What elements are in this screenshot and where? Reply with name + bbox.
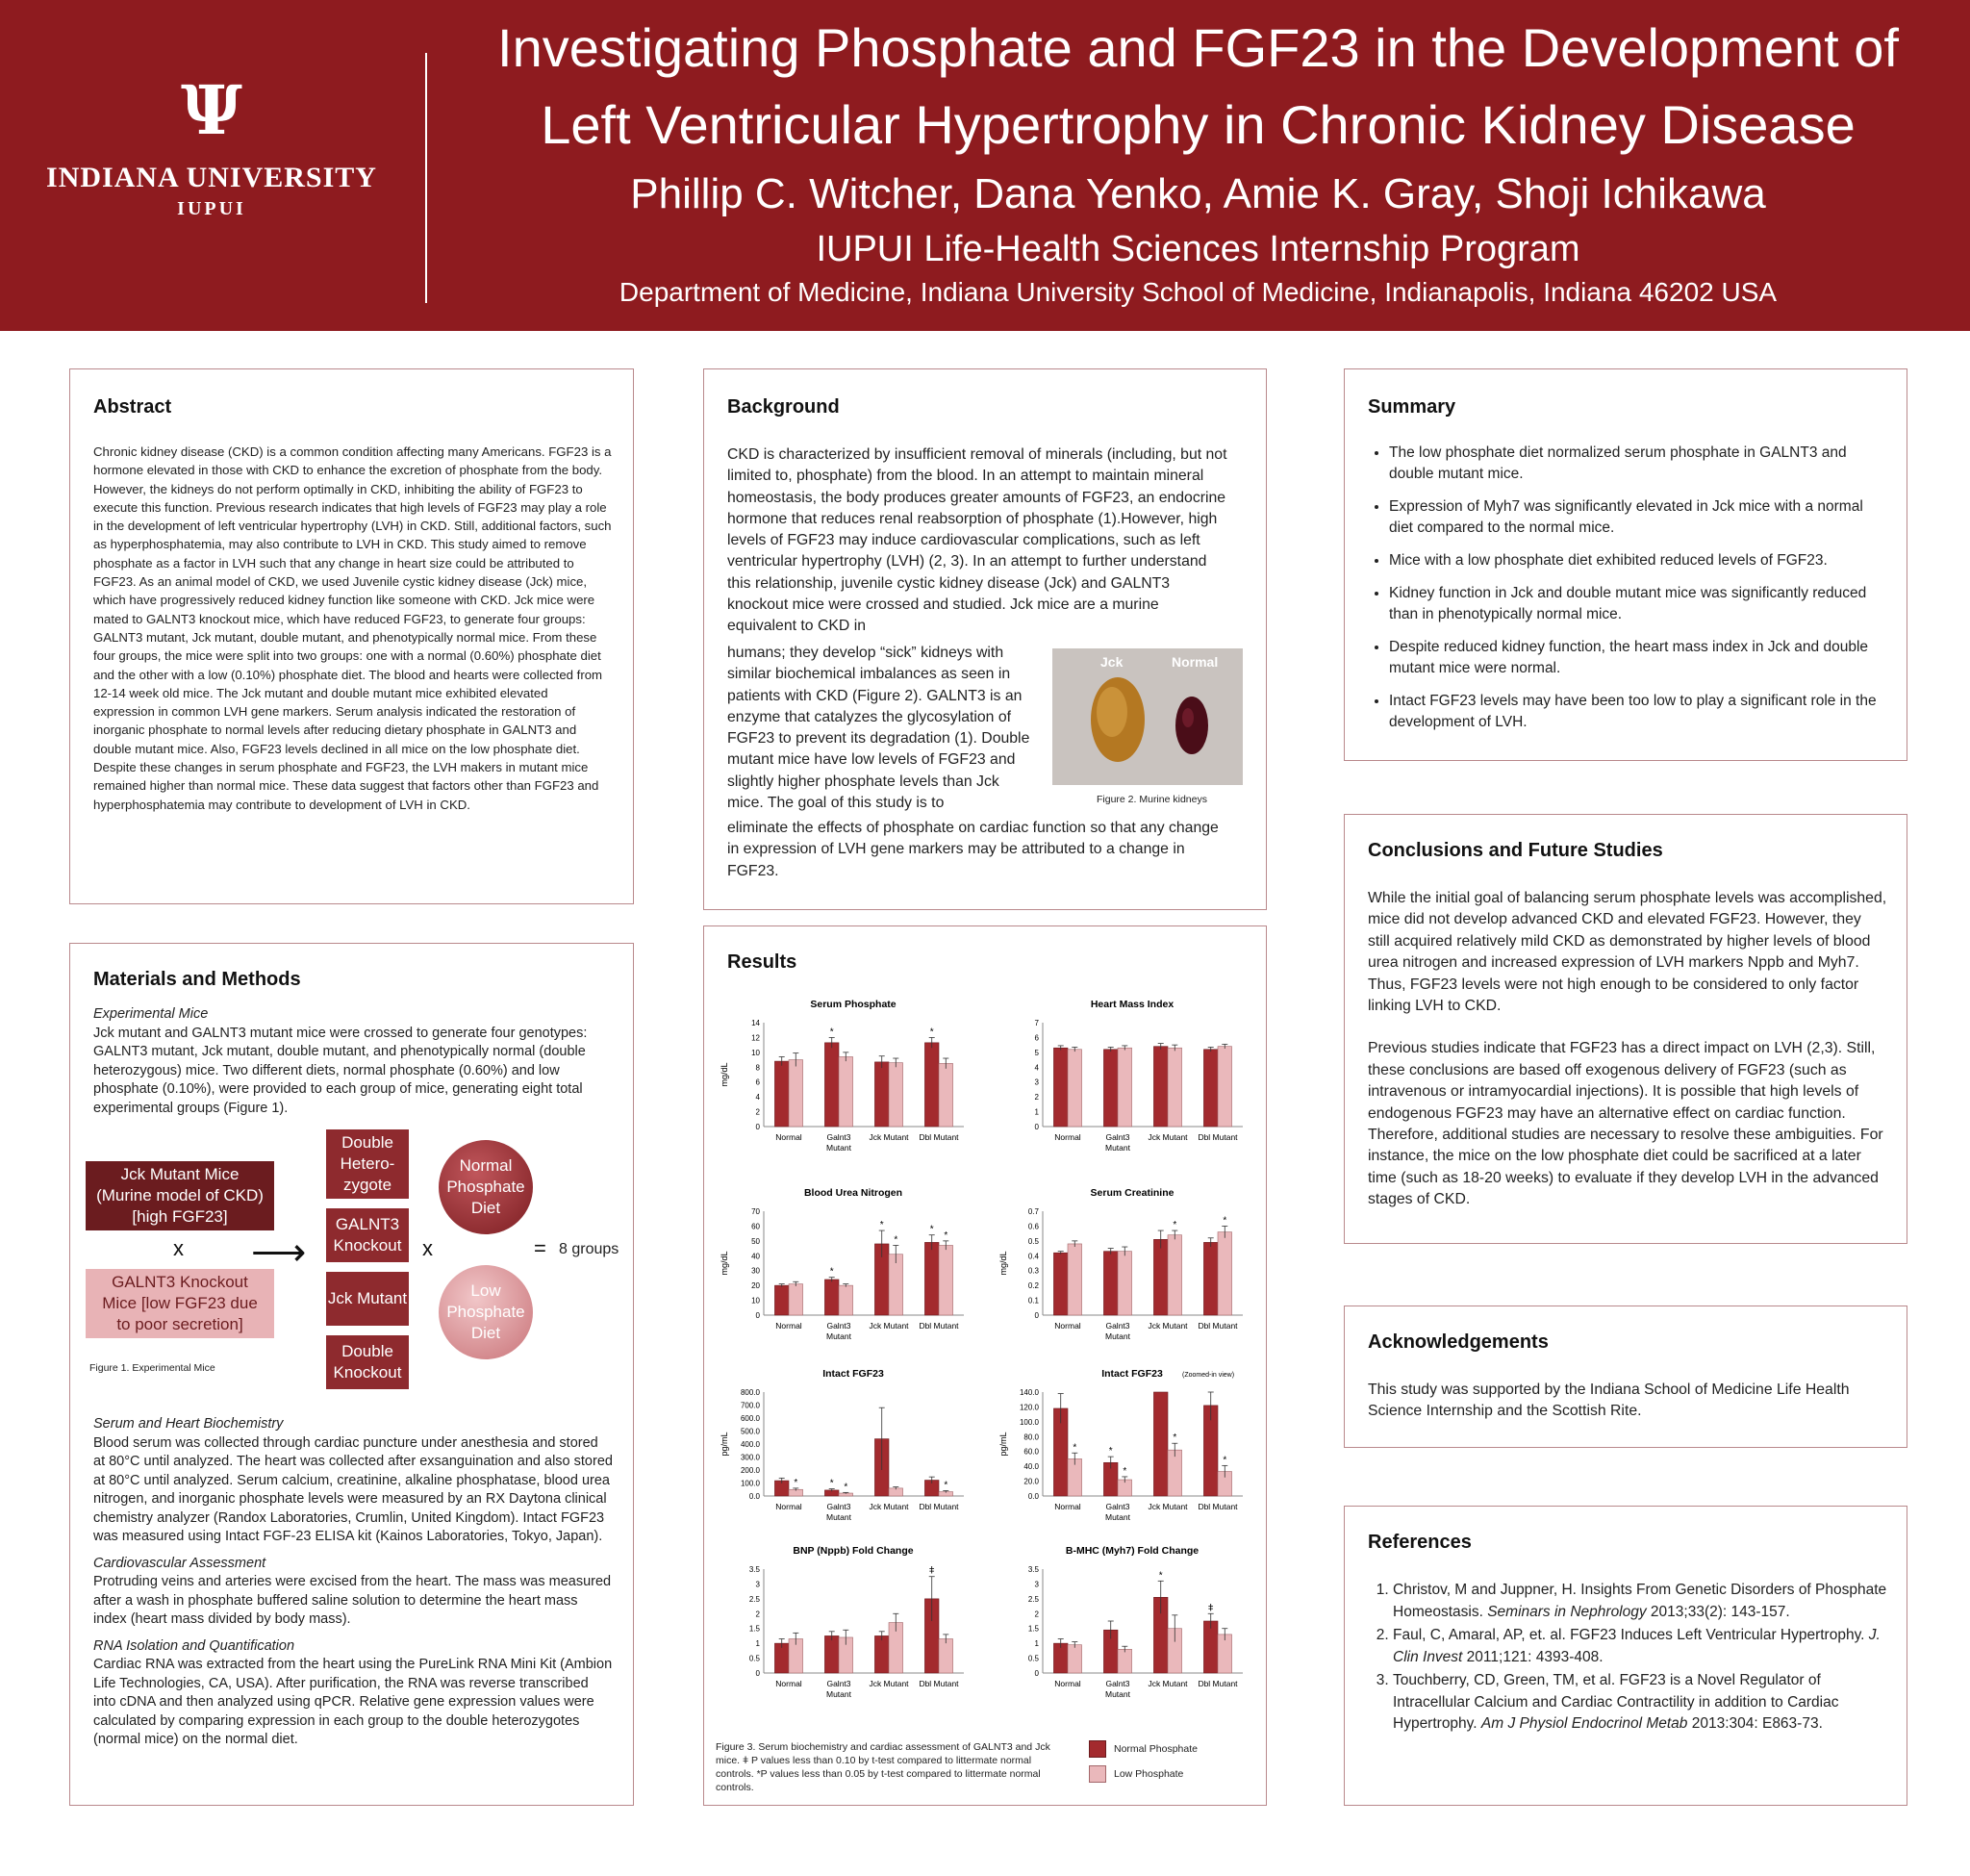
x-tick-label: Galnt3 <box>826 1502 851 1511</box>
methods-section2 <box>93 1415 613 1750</box>
y-tick-label: 300.0 <box>740 1453 760 1462</box>
chart-title: Intact FGF23 <box>1101 1368 1163 1380</box>
y-tick-label: 1.5 <box>748 1624 760 1634</box>
significance-mark: * <box>1158 1570 1163 1582</box>
methods-heading-serum: Serum and Heart Biochemistry <box>93 1416 284 1432</box>
y-tick-label: 2.5 <box>1027 1594 1039 1604</box>
methods-heading-rna: RNA Isolation and Quantification <box>93 1637 295 1654</box>
significance-mark: * <box>879 1220 884 1231</box>
y-tick-label: 100.0 <box>740 1479 760 1488</box>
y-tick-label: 60 <box>751 1222 760 1231</box>
x-tick-label: Normal <box>775 1679 802 1688</box>
x-tick-label: Dbl Mutant <box>919 1502 959 1511</box>
significance-mark: * <box>1223 1455 1227 1466</box>
y-tick-label: 12 <box>751 1033 760 1043</box>
y-axis-label: mg/dL <box>720 1251 729 1276</box>
y-tick-label: 2 <box>1034 1610 1039 1619</box>
y-axis-label: pg/mL <box>998 1432 1008 1457</box>
y-tick-label: 0 <box>1034 1123 1039 1131</box>
significance-mark: * <box>829 1478 834 1489</box>
bar-low-phosphate <box>1118 1048 1132 1127</box>
conclusions-panel <box>1344 814 1907 1244</box>
conclusions-text <box>1368 888 1887 1211</box>
significance-mark: * <box>1108 1446 1113 1458</box>
eight-groups-label: 8 groups <box>559 1241 619 1257</box>
bar-low-phosphate <box>889 1063 903 1127</box>
legend <box>1089 1740 1198 1783</box>
x-tick-label: Mutant <box>1105 1331 1130 1341</box>
results-panel <box>703 925 1267 1806</box>
methods-text-cardio: Protruding veins and arteries were excised from the heart. The mass was measured after a wash in phosphate buffered saline solution to determine the heart mass index (heart mass divided by body mass). <box>93 1574 612 1627</box>
x-tick-label: Dbl Mutant <box>1198 1321 1238 1331</box>
x-tick-label: Mutant <box>1105 1689 1130 1699</box>
y-tick-label: 0 <box>755 1123 760 1131</box>
y-tick-label: 0 <box>1034 1311 1039 1320</box>
chart-title: B-MHC (Myh7) Fold Change <box>1065 1545 1200 1557</box>
y-tick-label: 30 <box>751 1266 760 1276</box>
methods-text-rna: Cardiac RNA was extracted from the heart using the PureLink RNA Mini Kit (Ambion Life Technologies, CA, USA). After purification, the RNA was reverse transcribed into cDNA and then analyzed using qPCR. Relative gene expression values were calculated by comparing expression in each group to the double heterozygotes (normal mice) on the normal diet. <box>93 1657 613 1747</box>
abstract-title: Abstract <box>93 396 172 418</box>
significance-mark: * <box>1123 1465 1127 1477</box>
bar-low-phosphate <box>1068 1050 1082 1127</box>
x-tick-label: Normal <box>1054 1502 1081 1511</box>
bar-low-phosphate <box>1168 1235 1182 1315</box>
y-tick-label: 0 <box>755 1669 760 1678</box>
chart-title: Blood Urea Nitrogen <box>803 1187 903 1199</box>
bar-normal-phosphate <box>824 1635 839 1673</box>
background-text-bottom: eliminate the effects of phosphate on cardiac function so that any change in expression of LVH gene markers may be attributed to a change in FGF23. <box>727 820 1219 879</box>
significance-mark: * <box>1173 1432 1177 1444</box>
logo-campus: IUPUI <box>177 198 246 219</box>
x-tick-label: Normal <box>775 1132 802 1142</box>
methods-text-mice: Jck mutant and GALNT3 mutant mice were crossed to generate four genotypes: GALNT3 mutant, Jck mutant, double mutant, and phenotypically normal (double heterozygous) mice. Two different diets, normal phosphate (0.60%) and low phosphate (0.10%), were provided to each group of mice, generating eight total experimental groups (Figure 1). <box>93 1025 588 1116</box>
bar-low-phosphate <box>789 1284 803 1315</box>
x-tick-label: Galnt3 <box>826 1679 851 1688</box>
significance-mark: * <box>944 1230 948 1241</box>
y-axis-label: pg/mL <box>720 1432 729 1457</box>
y-tick-label: 800.0 <box>740 1388 760 1397</box>
summary-item: • Despite reduced kidney function, the heart mass index in Jck and double mutant mice were normal. <box>1389 637 1887 679</box>
y-tick-label: 80.0 <box>1023 1432 1039 1442</box>
methods-heading-cardio: Cardiovascular Assessment <box>93 1555 266 1571</box>
x-tick-label: Galnt3 <box>1105 1679 1130 1688</box>
chart-title: Serum Phosphate <box>810 999 897 1010</box>
legend-label-normal: Normal Phosphate <box>1114 1743 1198 1755</box>
x-tick-label: Galnt3 <box>826 1321 851 1331</box>
bar-low-phosphate <box>889 1255 903 1315</box>
methods-heading-mice: Experimental Mice <box>93 1006 209 1022</box>
summary-item: • Kidney function in Jck and double mutant mice was significantly reduced than in phenotypically normal mice. <box>1389 583 1887 625</box>
y-tick-label: 120.0 <box>1019 1403 1039 1412</box>
x-tick-label: Mutant <box>826 1689 851 1699</box>
bar-normal-phosphate <box>1053 1048 1068 1127</box>
y-tick-label: 3 <box>1034 1580 1039 1589</box>
y-tick-label: 0.0 <box>1027 1492 1039 1501</box>
summary-item: • Expression of Myh7 was significantly elevated in Jck mice with a normal diet compared to the normal mice. <box>1389 496 1887 539</box>
x-tick-label: Normal <box>1054 1132 1081 1142</box>
y-tick-label: 700.0 <box>740 1401 760 1410</box>
bar-normal-phosphate <box>824 1043 839 1127</box>
bar-low-phosphate <box>1168 1450 1182 1496</box>
x-tick-label: Jck Mutant <box>869 1679 909 1688</box>
acknowledgements-title: Acknowledgements <box>1368 1331 1549 1353</box>
y-axis-label: mg/dL <box>720 1062 729 1087</box>
bar-normal-phosphate <box>1203 1050 1218 1127</box>
y-tick-label: 70 <box>751 1207 760 1216</box>
x-tick-label: Galnt3 <box>1105 1321 1130 1331</box>
header-divider <box>425 53 427 303</box>
y-tick-label: 500.0 <box>740 1427 760 1436</box>
summary-item: • The low phosphate diet normalized serum phosphate in GALNT3 and double mutant mice. <box>1389 443 1887 485</box>
y-tick-label: 0.1 <box>1027 1296 1039 1306</box>
x-tick-label: Mutant <box>826 1331 851 1341</box>
bar-low-phosphate <box>939 1639 953 1673</box>
bar-normal-phosphate <box>774 1285 789 1315</box>
y-tick-label: 0 <box>755 1311 760 1320</box>
y-tick-label: 200.0 <box>740 1466 760 1475</box>
galnt3-knockout-box: GALNT3 Knockout Mice [low FGF23 due to poor secretion] <box>86 1269 274 1338</box>
background-title: Background <box>727 396 840 418</box>
chart-title: Heart Mass Index <box>1090 999 1174 1010</box>
trident-icon: Ψ <box>181 70 242 150</box>
bar-low-phosphate <box>1218 1232 1232 1315</box>
acknowledgements-text: This study was supported by the Indiana School of Medicine Life Health Science Internship and the Scottish Rite. <box>1368 1382 1850 1420</box>
bar-normal-phosphate <box>1153 1239 1168 1315</box>
chart-subtitle: (Zoomed-in view) <box>1182 1372 1235 1379</box>
significance-mark: * <box>894 1234 898 1246</box>
bar-normal-phosphate <box>774 1061 789 1127</box>
abstract-panel <box>69 368 634 904</box>
bar-normal-phosphate <box>1103 1050 1118 1127</box>
group-galnt3-knockout: GALNT3 Knockout <box>326 1208 409 1262</box>
y-tick-label: 8 <box>755 1063 760 1073</box>
y-tick-label: 20.0 <box>1023 1477 1039 1486</box>
bar-low-phosphate <box>839 1285 853 1315</box>
y-tick-label: 3 <box>1034 1077 1039 1087</box>
kidney-label-jck: Jck <box>1100 654 1124 670</box>
x-tick-label: Dbl Mutant <box>919 1132 959 1142</box>
x-tick-label: Mutant <box>826 1512 851 1522</box>
methods-title: Materials and Methods <box>93 969 301 990</box>
program: IUPUI Life-Health Sciences Internship Program <box>816 229 1580 269</box>
y-tick-label: 2 <box>755 1610 760 1619</box>
y-tick-label: 2 <box>1034 1093 1039 1103</box>
bar-normal-phosphate <box>1153 1392 1168 1496</box>
acknowledgements-panel <box>1344 1306 1907 1448</box>
normal-diet-circle: Normal Phosphate Diet <box>439 1140 533 1234</box>
y-tick-label: 20 <box>751 1281 760 1291</box>
bar-normal-phosphate <box>924 1043 939 1127</box>
bar-low-phosphate <box>839 1056 853 1127</box>
bar-low-phosphate <box>1118 1252 1132 1315</box>
bar-low-phosphate <box>1168 1048 1182 1127</box>
x-tick-label: Normal <box>775 1321 802 1331</box>
x-tick-label: Galnt3 <box>1105 1132 1130 1142</box>
authors: Phillip C. Witcher, Dana Yenko, Amie K. Gray, Shoji Ichikawa <box>630 170 1766 217</box>
bar-normal-phosphate <box>874 1635 889 1673</box>
significance-mark: * <box>1223 1215 1227 1227</box>
summary-item: • Mice with a low phosphate diet exhibited reduced levels of FGF23. <box>1389 550 1887 571</box>
significance-mark: * <box>1173 1220 1177 1231</box>
x-tick-label: Mutant <box>1105 1143 1130 1153</box>
significance-mark: * <box>829 1027 834 1038</box>
y-tick-label: 2 <box>755 1107 760 1117</box>
y-tick-label: 40.0 <box>1023 1462 1039 1472</box>
y-tick-label: 400.0 <box>740 1440 760 1449</box>
bar-normal-phosphate <box>924 1242 939 1315</box>
bar-normal-phosphate <box>1053 1253 1068 1315</box>
references-panel <box>1344 1506 1907 1806</box>
y-tick-label: 50 <box>751 1236 760 1246</box>
equals-symbol: = <box>534 1236 546 1260</box>
significance-mark: * <box>1073 1442 1077 1454</box>
y-tick-label: 600.0 <box>740 1414 760 1423</box>
bar-low-phosphate <box>939 1063 953 1127</box>
background-text-left: humans; they develop “sick” kidneys with similar biochemical imbalances as seen in patients with CKD (Figure 2). GALNT3 is an enzyme that catalyzes the glycosylation of FGF23 to prevent its degradation (1). Double mutant mice have low levels of FGF23 and slightly higher phosphate levels than Jck mice. The goal of this study is to <box>727 645 1030 812</box>
logo-university: INDIANA UNIVERSITY <box>46 162 377 193</box>
significance-mark: ǂ <box>928 1565 935 1577</box>
y-tick-label: 10 <box>751 1296 760 1306</box>
results-charts <box>704 994 1266 1802</box>
kidney-label-normal: Normal <box>1172 654 1219 670</box>
cross-symbol-2: x <box>422 1236 433 1260</box>
x-tick-label: Jck Mutant <box>869 1132 909 1142</box>
y-tick-label: 60.0 <box>1023 1447 1039 1457</box>
group-jck-mutant: Jck Mutant <box>326 1272 409 1326</box>
poster-title-line2: Left Ventricular Hypertrophy in Chronic Kidney Disease <box>541 94 1856 155</box>
x-tick-label: Jck Mutant <box>869 1502 909 1511</box>
x-tick-label: Jck Mutant <box>1148 1502 1188 1511</box>
bar-normal-phosphate <box>824 1280 839 1315</box>
references-list <box>1368 1580 1887 1737</box>
y-tick-label: 100.0 <box>1019 1417 1039 1427</box>
y-tick-label: 0 <box>1034 1669 1039 1678</box>
bar-normal-phosphate <box>874 1062 889 1127</box>
x-tick-label: Mutant <box>1105 1512 1130 1522</box>
chart-title: Serum Creatinine <box>1090 1187 1174 1199</box>
y-tick-label: 0.0 <box>748 1492 760 1501</box>
jck-mutant-box: Jck Mutant Mice (Murine model of CKD) [high FGF23] <box>86 1161 274 1230</box>
x-tick-label: Jck Mutant <box>1148 1321 1188 1331</box>
reference-item: 2. Faul, C, Amaral, AP, et. al. FGF23 Induces Left Ventricular Hypertrophy. J. Clin Invest 2011;121: 4393-408. <box>1393 1625 1887 1668</box>
x-tick-label: Galnt3 <box>826 1132 851 1142</box>
y-tick-label: 0.5 <box>1027 1236 1039 1246</box>
bar-normal-phosphate <box>1153 1047 1168 1127</box>
x-tick-label: Dbl Mutant <box>1198 1502 1238 1511</box>
y-tick-label: 0.2 <box>1027 1281 1039 1291</box>
summary-item: • Intact FGF23 levels may have been too low to play a significant role in the development of LVH. <box>1389 691 1887 733</box>
bar-low-phosphate <box>1068 1244 1082 1315</box>
cross-symbol: x <box>173 1236 184 1260</box>
conclusions-p2: Previous studies indicate that FGF23 has a direct impact on LVH (2,3). Still, these conclusions are based off exogenous delivery of FGF23 (such as intravenous or intramyocardial injections). It is possible that high levels of endogenous FGF23 may have an alternative effect on cardiac function. Therefore, additional studies are necessary to resolve these ambiguities. For instance, the mice on the low phosphate diet could be sacrificed at a later time (such as 18-20 weeks) to evaluate if they develop LVH in the advanced stages of CKD. <box>1368 1040 1883 1208</box>
y-tick-label: 1 <box>755 1639 760 1649</box>
group-double-heterozygote: Double Hetero-zygote <box>326 1129 409 1199</box>
significance-mark: * <box>844 1482 848 1493</box>
y-tick-label: 14 <box>751 1019 760 1027</box>
chart-title: BNP (Nppb) Fold Change <box>793 1545 914 1557</box>
legend-label-low: Low Phosphate <box>1114 1768 1184 1780</box>
bar-low-phosphate <box>1218 1047 1232 1127</box>
y-tick-label: 0.5 <box>1027 1654 1039 1663</box>
abstract-text: Chronic kidney disease (CKD) is a common condition affecting many Americans. FGF23 is a hormone elevated in those with CKD to enhance the excretion of phosphate from the body. However, the kidneys do not perform optimally in CKD, inhibiting the ability of FGF23 to execute this function. Previous research indicates that high levels of FGF23 may play a role in the development of left ventricular hypertrophy (LVH) in CKD. Still, additional factors, such as hyperphosphatemia, may also contribute to LVH in CKD. This study aimed to remove phosphate as a factor in LVH such that any change in heart size could be attributed to FGF23. As an animal model of CKD, we used Juvenile cystic kidney disease (Jck) mice, which have progressively reduced kidney function like someone with CKD. Jck mice were mated to GALNT3 knockout mice, which have reduced FGF23, to generate four groups: GALNT3 mutant, Jck mutant, double mutant, and phenotypically normal mice. From these four groups, the mice were split into two groups: one with a normal (0.60%) phosphate diet and the other with a low (0.10%) phosphate diet. The blood and hearts were collected from 12-14 week old mice. The Jck mutant and double mutant mice exhibited elevated expression in common LVH gene markers. Serum analysis indicated the restoration of inorganic phosphate to normal levels after reducing dietary phosphate in GALNT3 and double mutant mice. Also, FGF23 levels declined in all mice on the low phosphate diet. Despite these changes in serum phosphate and FGF23, the LVH makers in mutant mice remained higher than normal mice. These data suggest that factors other than FGF23 and hyperphosphatemia may contribute to development of LVH in CKD. <box>93 444 612 812</box>
low-diet-circle: Low Phosphate Diet <box>439 1265 533 1359</box>
x-tick-label: Normal <box>775 1502 802 1511</box>
significance-mark: * <box>829 1266 834 1278</box>
y-tick-label: 3.5 <box>748 1565 760 1574</box>
significance-mark: * <box>944 1480 948 1491</box>
group-double-knockout: Double Knockout <box>326 1335 409 1389</box>
methods-panel <box>69 943 634 1806</box>
bar-normal-phosphate <box>1103 1252 1118 1315</box>
bar-low-phosphate <box>939 1245 953 1315</box>
summary-panel <box>1344 368 1907 761</box>
y-tick-label: 0.7 <box>1027 1207 1039 1216</box>
reference-item: 1. Christov, M and Juppner, H. Insights From Genetic Disorders of Phosphate Homeostasis. Seminars in Nephrology 2013;33(2): 143-157. <box>1393 1580 1887 1623</box>
murine-kidney-photo <box>1052 648 1243 785</box>
university-logo <box>38 70 385 220</box>
x-tick-label: Dbl Mutant <box>1198 1132 1238 1142</box>
results-title: Results <box>727 951 797 973</box>
y-tick-label: 6 <box>755 1077 760 1087</box>
x-tick-label: Mutant <box>826 1143 851 1153</box>
y-tick-label: 1.5 <box>1027 1624 1039 1634</box>
summary-list <box>1368 443 1887 745</box>
methods-text-serum: Blood serum was collected through cardiac puncture under anesthesia and stored at 80°C until analyzed. The heart was collected after exsanguination and also stored at 80°C until analyzed. Serum calcium, creatinine, alkaline phosphatase, blood urea nitrogen, and inorganic phosphate levels were measured by an RX Daytona clinical chemistry analyzer (Randox Laboratories, Crumlin, United Kingdom). Intact FGF23 was measured using Intact FGF-23 ELISA kit (Kainos Laboratories, Tokyo, Japan). <box>93 1434 613 1544</box>
y-tick-label: 7 <box>1034 1019 1039 1027</box>
x-tick-label: Dbl Mutant <box>919 1321 959 1331</box>
y-tick-label: 1 <box>1034 1639 1039 1649</box>
x-tick-label: Normal <box>1054 1679 1081 1688</box>
x-tick-label: Dbl Mutant <box>1198 1679 1238 1688</box>
y-axis-label: mg/dL <box>998 1251 1008 1276</box>
y-tick-label: 2.5 <box>748 1594 760 1604</box>
y-tick-label: 6 <box>1034 1033 1039 1043</box>
conclusions-p1: While the initial goal of balancing serum phosphate levels was accomplished, mice did not develop advanced CKD and elevated FGF23. However, they still acquired relatively mild CKD as demonstrated by higher levels of blood urea nitrogen and increased expression of LVH markers Nppb and Myh7. Thus, FGF23 levels were not high enough to be considered to only factor linking LVH to CKD. <box>1368 890 1887 1015</box>
y-tick-label: 4 <box>755 1093 760 1103</box>
y-tick-label: 40 <box>751 1252 760 1261</box>
bar-low-phosphate <box>789 1060 803 1127</box>
significance-mark: ǂ <box>1207 1603 1214 1614</box>
bar-low-phosphate <box>1118 1649 1132 1673</box>
figure2-caption: Figure 2. Murine kidneys <box>1097 794 1207 805</box>
background-text-top: CKD is characterized by insufficient removal of minerals (including, but not limited to, phosphate) from the blood. In an attempt to maintain mineral homeostasis, the body produces greater amounts of FGF23, an endocrine hormone that reduces renal reabsorption of phosphate (1).However, high levels of FGF23 may induce cardiovascular complications, such as left ventricular hypertrophy (LVH) (2, 3). In an attempt to further understand this relationship, juvenile cystic kidney disease (Jck) and GALNT3 knockout mice were crossed and studied. Jck mice are a murine equivalent to CKD in <box>727 446 1227 635</box>
legend-swatch-normal <box>1089 1740 1106 1758</box>
bar-normal-phosphate <box>1203 1621 1218 1673</box>
x-tick-label: Jck Mutant <box>1148 1679 1188 1688</box>
references-title: References <box>1368 1532 1472 1553</box>
conclusions-title: Conclusions and Future Studies <box>1368 840 1663 861</box>
y-tick-label: 0.3 <box>1027 1266 1039 1276</box>
poster-title-line1: Investigating Phosphate and FGF23 in the Development of <box>497 17 1899 78</box>
summary-title: Summary <box>1368 396 1456 418</box>
arrow-symbol: ⟶ <box>251 1231 307 1274</box>
x-tick-label: Jck Mutant <box>1148 1132 1188 1142</box>
x-tick-label: Jck Mutant <box>869 1321 909 1331</box>
figure1-caption: Figure 1. Experimental Mice <box>89 1362 215 1374</box>
significance-mark: * <box>929 1224 934 1235</box>
y-tick-label: 0.6 <box>1027 1222 1039 1231</box>
methods-section1 <box>93 1005 613 1118</box>
chart-title: Intact FGF23 <box>822 1368 884 1380</box>
y-tick-label: 0.5 <box>748 1654 760 1663</box>
y-tick-label: 3 <box>755 1580 760 1589</box>
y-tick-label: 5 <box>1034 1048 1039 1057</box>
background-panel <box>703 368 1267 910</box>
significance-mark: * <box>794 1477 798 1488</box>
legend-swatch-low <box>1089 1765 1106 1783</box>
x-tick-label: Dbl Mutant <box>919 1679 959 1688</box>
y-tick-label: 140.0 <box>1019 1388 1039 1397</box>
x-tick-label: Galnt3 <box>1105 1502 1130 1511</box>
reference-item: 3. Touchberry, CD, Green, TM, et al. FGF23 is a Novel Regulator of Intracellular Calcium and Cardiac Contractility in addition to Cardiac Hypertrophy. Am J Physiol Endocrinol Metab 2013:304: E863-73. <box>1393 1670 1887 1736</box>
y-tick-label: 4 <box>1034 1063 1039 1073</box>
y-tick-label: 1 <box>1034 1107 1039 1117</box>
department: Department of Medicine, Indiana University School of Medicine, Indianapolis, Indiana 46202 USA <box>619 277 1778 307</box>
bar-low-phosphate <box>1068 1645 1082 1673</box>
significance-mark: * <box>929 1027 934 1038</box>
y-tick-label: 3.5 <box>1027 1565 1039 1574</box>
y-tick-label: 0.4 <box>1027 1252 1039 1261</box>
title-block <box>431 10 1965 310</box>
poster-header <box>0 0 1970 331</box>
y-tick-label: 10 <box>751 1048 760 1057</box>
bar-normal-phosphate <box>1203 1242 1218 1315</box>
x-tick-label: Normal <box>1054 1321 1081 1331</box>
figure3-caption: Figure 3. Serum biochemistry and cardiac assessment of GALNT3 and Jck mice. ǂ P values less than 0.10 by t-test compared to littermate normal controls. *P values less than 0.05 by t-test compared to littermate normal controls. <box>716 1741 1050 1793</box>
